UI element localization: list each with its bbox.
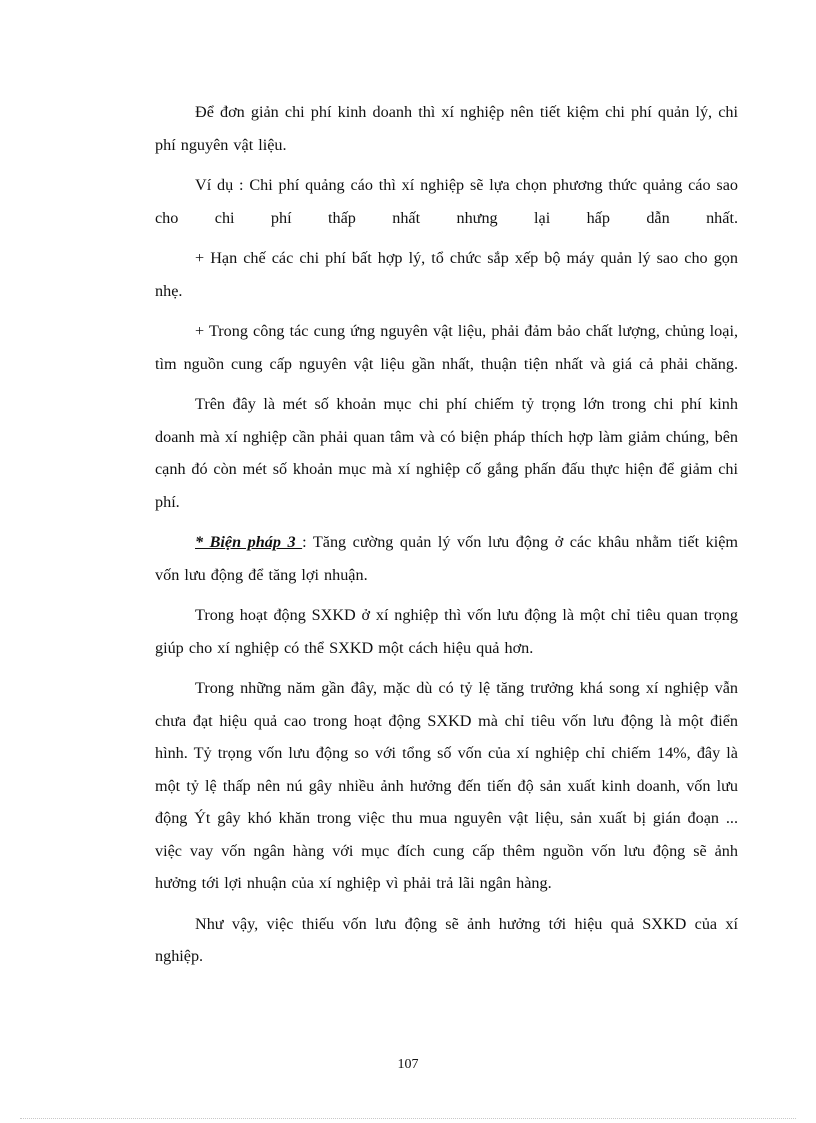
paragraph-bien-phap-3 — [155, 526, 738, 591]
bien-phap-3-text: : Tăng cường quản lý vốn lưu động ở các khâu nhằm tiết kiệm vốn lưu động để tăng lợi nhuận. — [155, 533, 738, 584]
paragraph-advertising-example: Ví dụ : Chi phí quảng cáo thì xí nghiệp sẽ lựa chọn phương thức quảng cáo sao cho chi phí thấp nhất nhưng lại hấp dẫn nhất. — [155, 176, 738, 227]
paragraph-cost-summary: Trên đây là mét số khoản mục chi phí chiếm tỷ trọng lớn trong chi phí kinh doanh mà xí nghiệp cần phải quan tâm và có biện pháp thích hợp làm giảm chúng, bên cạnh đó còn mét số khoản mục mà xí nghiệp cố gắng phấn đấu thực hiện để giảm chi phí. — [155, 395, 738, 511]
paragraph-material-supply: + Trong công tác cung ứng nguyên vật liệu, phải đảm bảo chất lượng, chủng loại, tìm nguồn cung cấp nguyên vật liệu gần nhất, thuận tiện nhất và giá cả phải chăng. — [155, 322, 738, 373]
paragraph-cost-simplify: Để đơn giản chi phí kinh doanh thì xí nghiệp nên tiết kiệm chi phí quản lý, chi phí nguyên vật liệu. — [155, 103, 738, 154]
paragraph-working-capital: Trong hoạt động SXKD ở xí nghiệp thì vốn lưu động là một chỉ tiêu quan trọng giúp cho xí nghiệp có thể SXKD một cách hiệu quả hơn. — [155, 606, 738, 657]
paragraph-conclusion: Như vậy, việc thiếu vốn lưu động sẽ ảnh hưởng tới hiệu quả SXKD của xí nghiệp. — [155, 914, 738, 965]
page-number: 107 — [397, 1057, 419, 1072]
paragraph-limit-costs: + Hạn chế các chi phí bất hợp lý, tổ chức sắp xếp bộ máy quản lý sao cho gọn nhẹ. — [155, 249, 738, 300]
footer-dotted-divider — [20, 1118, 796, 1119]
paragraph-recent-years: Trong những năm gần đây, mặc dù có tỷ lệ tăng trưởng khá song xí nghiệp vẫn chưa đạt hiệu quả cao trong hoạt động SXKD mà chỉ tiêu vốn lưu động là một điển hình. Tỷ trọng vốn lưu động so với tổng số vốn của xí nghiệp chỉ chiếm 14%, đây là một tỷ lệ thấp nên nú gây nhiều ảnh hưởng đến tiến độ sản xuất kinh doanh, vốn lưu động Ýt gây khó khăn trong việc thu mua nguyên vật liệu, sản xuất bị gián đoạn ... việc vay vốn ngân hàng với mục đích cung cấp thêm nguồn vốn lưu động sẽ ảnh hưởng tới lợi nhuận của xí nghiệp vì phải trả lãi ngân hàng. — [155, 679, 738, 892]
bien-phap-3-label: * Biện pháp 3 — [195, 533, 303, 551]
body-text — [155, 96, 738, 981]
